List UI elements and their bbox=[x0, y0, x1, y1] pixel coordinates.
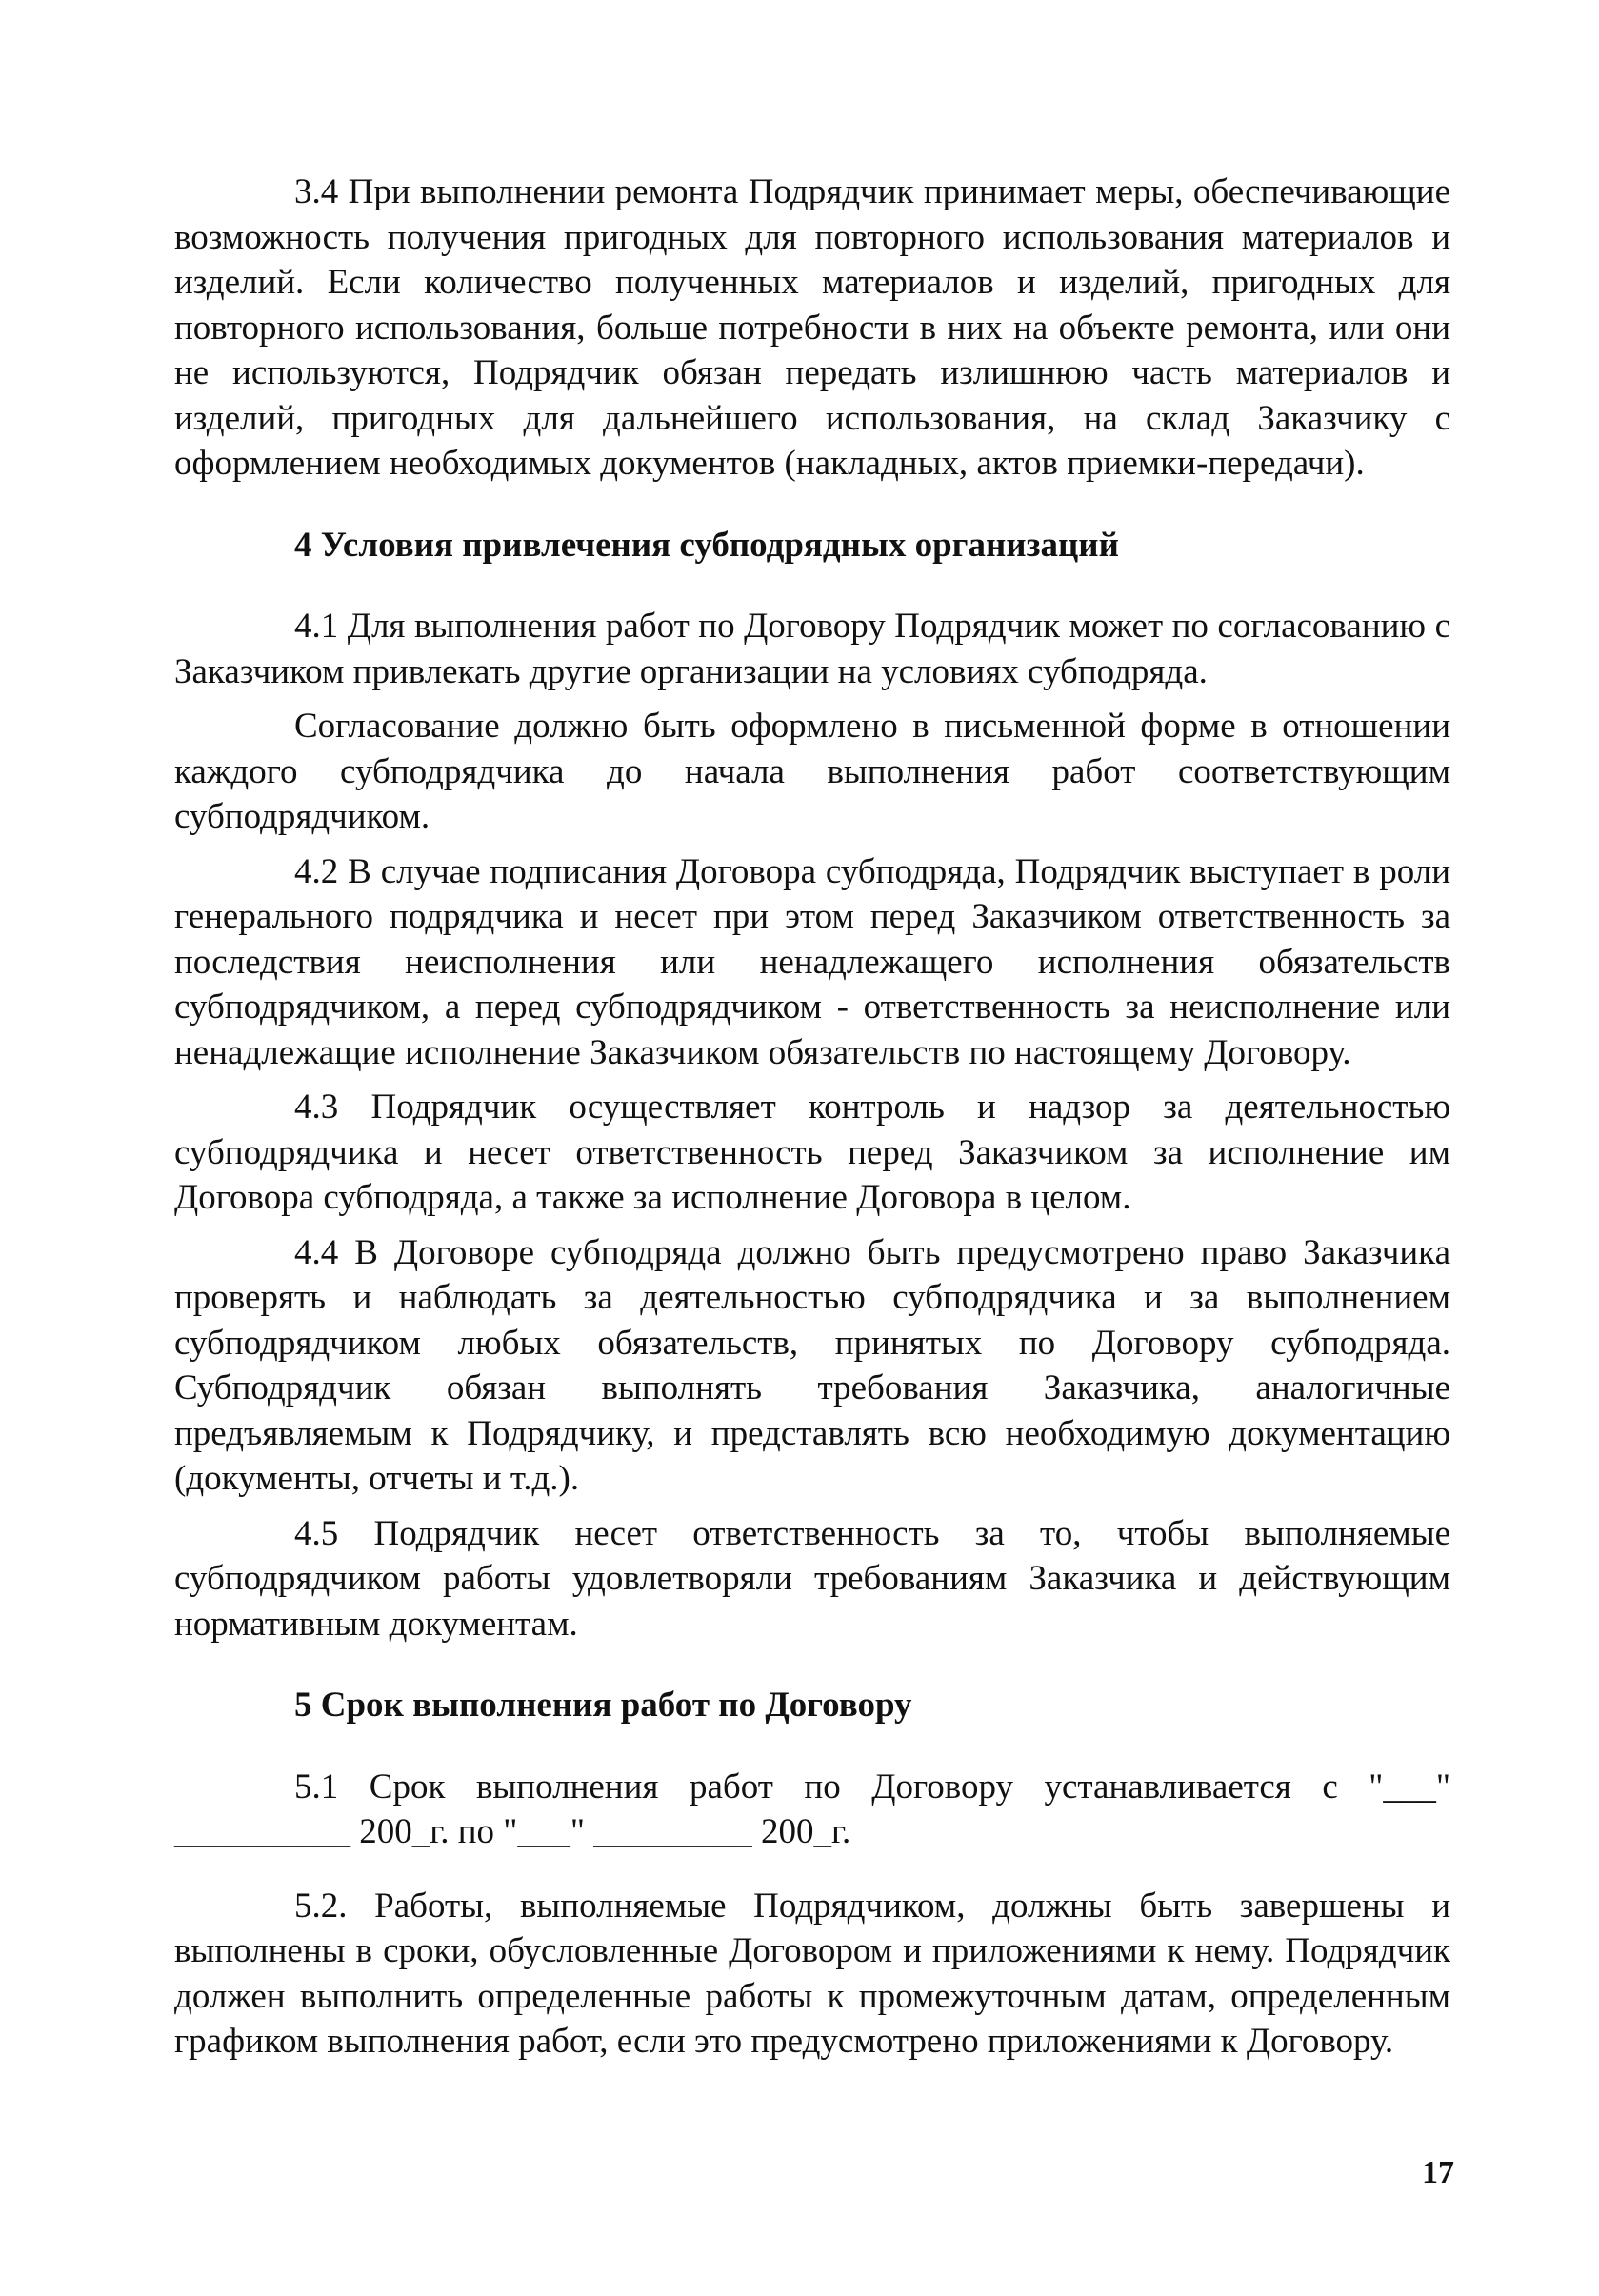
paragraph-4-2: 4.2 В случае подписания Договора субподряда, Подрядчик выступает в роли генерального подрядчика и несет при этом перед Заказчиком ответственность за последствия неисполнения или ненадлежащего исполнения обязательств субподрядчиком, а перед субподрядчиком - ответственность за неисполнение или ненадлежащие исполнение Заказчиком обязательств по настоящему Договору. bbox=[174, 851, 1450, 1072]
paragraph-3-4: 3.4 При выполнении ремонта Подрядчик принимает меры, обеспечивающие возможность получения пригодных для повторного использования материалов и изделий. Если количество полученных материалов и изделий, пригодных для повторного использования, больше потребности в них на объекте ремонта, или они не используются, Подрядчик обязан передать излишнюю часть материалов и изделий, пригодных для дальнейшего использования, на склад Заказчику с оформлением необходимых документов (накладных, актов приемки-передачи). bbox=[174, 172, 1450, 483]
paragraph-4-3: 4.3 Подрядчик осуществляет контроль и надзор за деятельностью субподрядчика и несет ответственность перед Заказчиком за исполнение им Договора субподряда, а также за исполнение Договора в целом. bbox=[174, 1088, 1450, 1217]
paragraph-4-4: 4.4 В Договоре субподряда должно быть предусмотрено право Заказчика проверять и наблюдать за деятельностью субподрядчика и за выполнением субподрядчиком любых обязательств, принятых по Договору субподряда. Субподрядчик обязан выполнять требования Заказчика, аналогичные предъявляемым к Подрядчику, и представлять всю необходимую документацию (документы, отчеты и т.д.). bbox=[174, 1232, 1450, 1498]
document-body bbox=[174, 170, 1450, 2065]
paragraph-4-1-approval: Согласование должно быть оформлено в письменной форме в отношении каждого субподрядчика до начала выполнения работ соответствующим субподрядчиком. bbox=[174, 707, 1450, 836]
section-heading-5: 5 Срок выполнения работ по Договору bbox=[294, 1686, 912, 1725]
paragraph-5-1: 5.1 Срок выполнения работ по Договору устанавливается с "___" __________ 200_г. по "___" _________ 200_г. bbox=[174, 1767, 1450, 1851]
page-number: 17 bbox=[1422, 2155, 1454, 2190]
section-heading-4: 4 Условия привлечения субподрядных организаций bbox=[294, 525, 1119, 565]
paragraph-4-1: 4.1 Для выполнения работ по Договору Подрядчик может по согласованию с Заказчиком привлекать другие организации на условиях субподряда. bbox=[174, 607, 1450, 691]
paragraph-4-5: 4.5 Подрядчик несет ответственность за то, чтобы выполняемые субподрядчиком работы удовлетворяли требованиям Заказчика и действующим нормативным документам. bbox=[174, 1513, 1450, 1644]
paragraph-5-2: 5.2. Работы, выполняемые Подрядчиком, должны быть завершены и выполнены в сроки, обусловленные Договором и приложениями к нему. Подрядчик должен выполнить определенные работы к промежуточным датам, определенным графиком выполнения работ, если это предусмотрено приложениями к Договору. bbox=[174, 1886, 1450, 2061]
